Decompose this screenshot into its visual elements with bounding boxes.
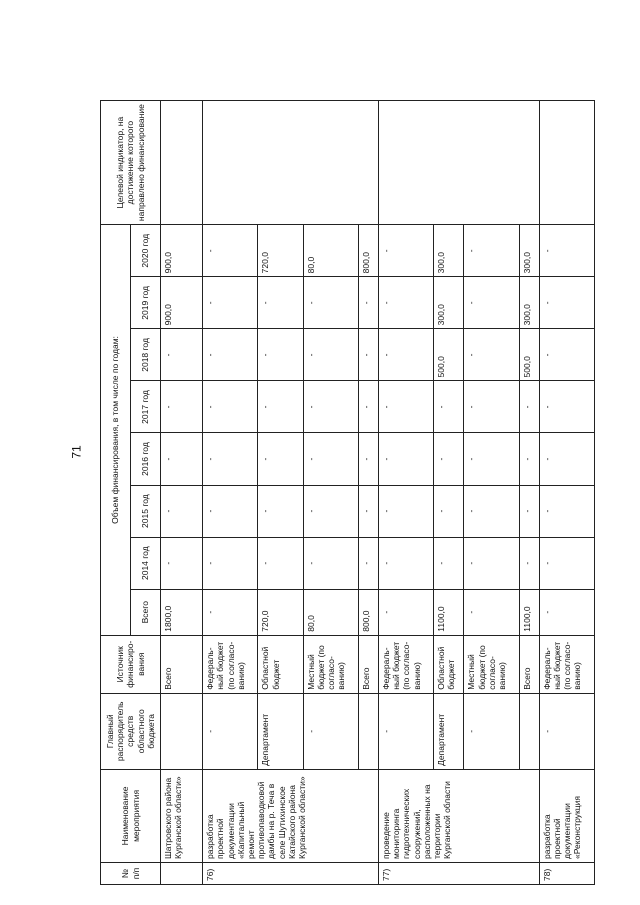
cell-year: - <box>203 225 258 277</box>
cell-source: Областной бюджет <box>434 635 464 693</box>
financing-table <box>100 100 595 885</box>
cell-year: - <box>258 485 303 537</box>
cell-year: - <box>258 433 303 485</box>
cell-year: - <box>434 433 464 485</box>
cell-year: - <box>258 537 303 589</box>
cell-year: - <box>539 485 594 537</box>
cell-year: - <box>378 277 433 329</box>
cell-num: 78) <box>539 862 594 884</box>
cell-year: - <box>378 381 433 433</box>
cell-total: 80,0 <box>303 589 358 635</box>
cell-distributor <box>161 693 203 769</box>
cell-year: - <box>434 537 464 589</box>
cell-year: 300,0 <box>434 225 464 277</box>
cell-name: разработка проектной документации «Реконструкция <box>539 769 594 862</box>
cell-total: 1100,0 <box>519 589 539 635</box>
cell-year: - <box>161 433 203 485</box>
cell-year: - <box>464 485 519 537</box>
cell-distributor: - <box>378 693 433 769</box>
cell-source: Областной бюджет <box>258 635 303 693</box>
page-number: 71 <box>69 445 84 459</box>
cell-year: - <box>539 381 594 433</box>
cell-name: проведение мониторинга гидротехнических сооружений, расположенных на территории Курганской области <box>378 769 539 862</box>
cell-source: Федераль-ный бюджет (по согласо-ванию) <box>378 635 433 693</box>
cell-year: 80,0 <box>303 225 358 277</box>
cell-indicator <box>203 101 379 225</box>
cell-year: - <box>258 329 303 381</box>
header-year: 2017 год <box>131 381 161 433</box>
cell-source: Федераль-ный бюджет (по согласо-ванию) <box>203 635 258 693</box>
cell-year: - <box>161 537 203 589</box>
cell-indicator <box>161 101 203 225</box>
cell-year: - <box>539 433 594 485</box>
cell-year: - <box>303 485 358 537</box>
cell-year: - <box>358 537 378 589</box>
cell-year: - <box>378 329 433 381</box>
cell-year: - <box>464 225 519 277</box>
cell-num: 77) <box>378 862 539 884</box>
header-source: Источник финансиро-вания <box>101 635 161 693</box>
header-total: Всего <box>131 589 161 635</box>
cell-name: Шатровского района Курганской области» <box>161 769 203 862</box>
cell-year: - <box>464 433 519 485</box>
cell-source: Всего <box>358 635 378 693</box>
cell-year: - <box>161 381 203 433</box>
cell-year: - <box>258 277 303 329</box>
rotated-table-container <box>100 100 595 885</box>
header-name: Наименование мероприятия <box>101 769 161 862</box>
cell-year: - <box>539 225 594 277</box>
cell-year: - <box>161 329 203 381</box>
cell-total: 1100,0 <box>434 589 464 635</box>
cell-year: - <box>464 537 519 589</box>
cell-total: 720,0 <box>258 589 303 635</box>
cell-year: - <box>464 277 519 329</box>
cell-year: - <box>203 277 258 329</box>
cell-source: Всего <box>519 635 539 693</box>
cell-total: 1800,0 <box>161 589 203 635</box>
cell-source: Местный бюджет (по согласо-ванию) <box>303 635 358 693</box>
cell-year: - <box>464 381 519 433</box>
cell-year: 900,0 <box>161 225 203 277</box>
cell-year: - <box>378 485 433 537</box>
cell-source: Всего <box>161 635 203 693</box>
cell-year: - <box>519 381 539 433</box>
cell-total: - <box>464 589 519 635</box>
cell-year: - <box>203 433 258 485</box>
cell-total: - <box>539 589 594 635</box>
cell-year: - <box>539 537 594 589</box>
table-row <box>378 101 433 885</box>
cell-distributor: Департамент <box>434 693 464 769</box>
cell-distributor <box>358 693 378 769</box>
cell-year: - <box>303 537 358 589</box>
cell-year: - <box>539 329 594 381</box>
cell-year: - <box>258 381 303 433</box>
header-year: 2018 год <box>131 329 161 381</box>
cell-year: - <box>378 433 433 485</box>
cell-year: - <box>519 485 539 537</box>
cell-distributor <box>519 693 539 769</box>
cell-year: 500,0 <box>519 329 539 381</box>
table-row <box>203 101 258 885</box>
cell-distributor: - <box>203 693 258 769</box>
cell-year: - <box>464 329 519 381</box>
header-num: № п/п <box>101 862 161 884</box>
cell-year: 500,0 <box>434 329 464 381</box>
header-indicator: Целевой индикатор, на достижение которого направлено финансирование <box>101 101 161 225</box>
cell-distributor: - <box>464 693 519 769</box>
cell-total: - <box>378 589 433 635</box>
table-row <box>161 101 203 885</box>
cell-year: - <box>358 329 378 381</box>
cell-indicator <box>539 101 594 225</box>
cell-year: - <box>303 277 358 329</box>
header-year: 2016 год <box>131 433 161 485</box>
cell-year: - <box>539 277 594 329</box>
cell-name: разработка проектной документации «Капитальный ремонт противопаводковой дамбы на р. Теча в селе Шутихинское Катайского района Курганской области» <box>203 769 379 862</box>
cell-indicator <box>378 101 539 225</box>
cell-year: 300,0 <box>434 277 464 329</box>
header-year: 2019 год <box>131 277 161 329</box>
table-row <box>539 101 594 885</box>
header-year: 2014 год <box>131 537 161 589</box>
cell-year: - <box>203 329 258 381</box>
cell-year: - <box>303 329 358 381</box>
cell-year: 900,0 <box>161 277 203 329</box>
cell-year: - <box>434 485 464 537</box>
cell-year: - <box>303 381 358 433</box>
header-volume-group: Объем финансирования, в том числе по годам: <box>101 225 131 636</box>
cell-year: - <box>358 433 378 485</box>
cell-num <box>161 862 203 884</box>
cell-source: Местный бюджет (по согласо-ванию) <box>464 635 519 693</box>
cell-year: - <box>358 485 378 537</box>
cell-year: - <box>303 433 358 485</box>
cell-year: - <box>358 381 378 433</box>
header-distributor: Главный распорядитель средств областного бюджета <box>101 693 161 769</box>
cell-year: - <box>434 381 464 433</box>
cell-total: 800,0 <box>358 589 378 635</box>
cell-year: - <box>161 485 203 537</box>
cell-year: 720,0 <box>258 225 303 277</box>
cell-year: - <box>378 225 433 277</box>
cell-distributor: - <box>303 693 358 769</box>
cell-year: 800,0 <box>358 225 378 277</box>
cell-year: - <box>358 277 378 329</box>
header-year: 2020 год <box>131 225 161 277</box>
cell-total: - <box>203 589 258 635</box>
cell-year: - <box>378 537 433 589</box>
cell-year: - <box>519 433 539 485</box>
cell-num: 76) <box>203 862 379 884</box>
cell-source: Федераль-ный бюджет (по согласо-ванию) <box>539 635 594 693</box>
cell-year: - <box>519 537 539 589</box>
header-year: 2015 год <box>131 485 161 537</box>
cell-year: 300,0 <box>519 225 539 277</box>
cell-year: 300,0 <box>519 277 539 329</box>
cell-year: - <box>203 381 258 433</box>
cell-distributor: Департамент <box>258 693 303 769</box>
cell-year: - <box>203 537 258 589</box>
cell-distributor: - <box>539 693 594 769</box>
cell-year: - <box>203 485 258 537</box>
